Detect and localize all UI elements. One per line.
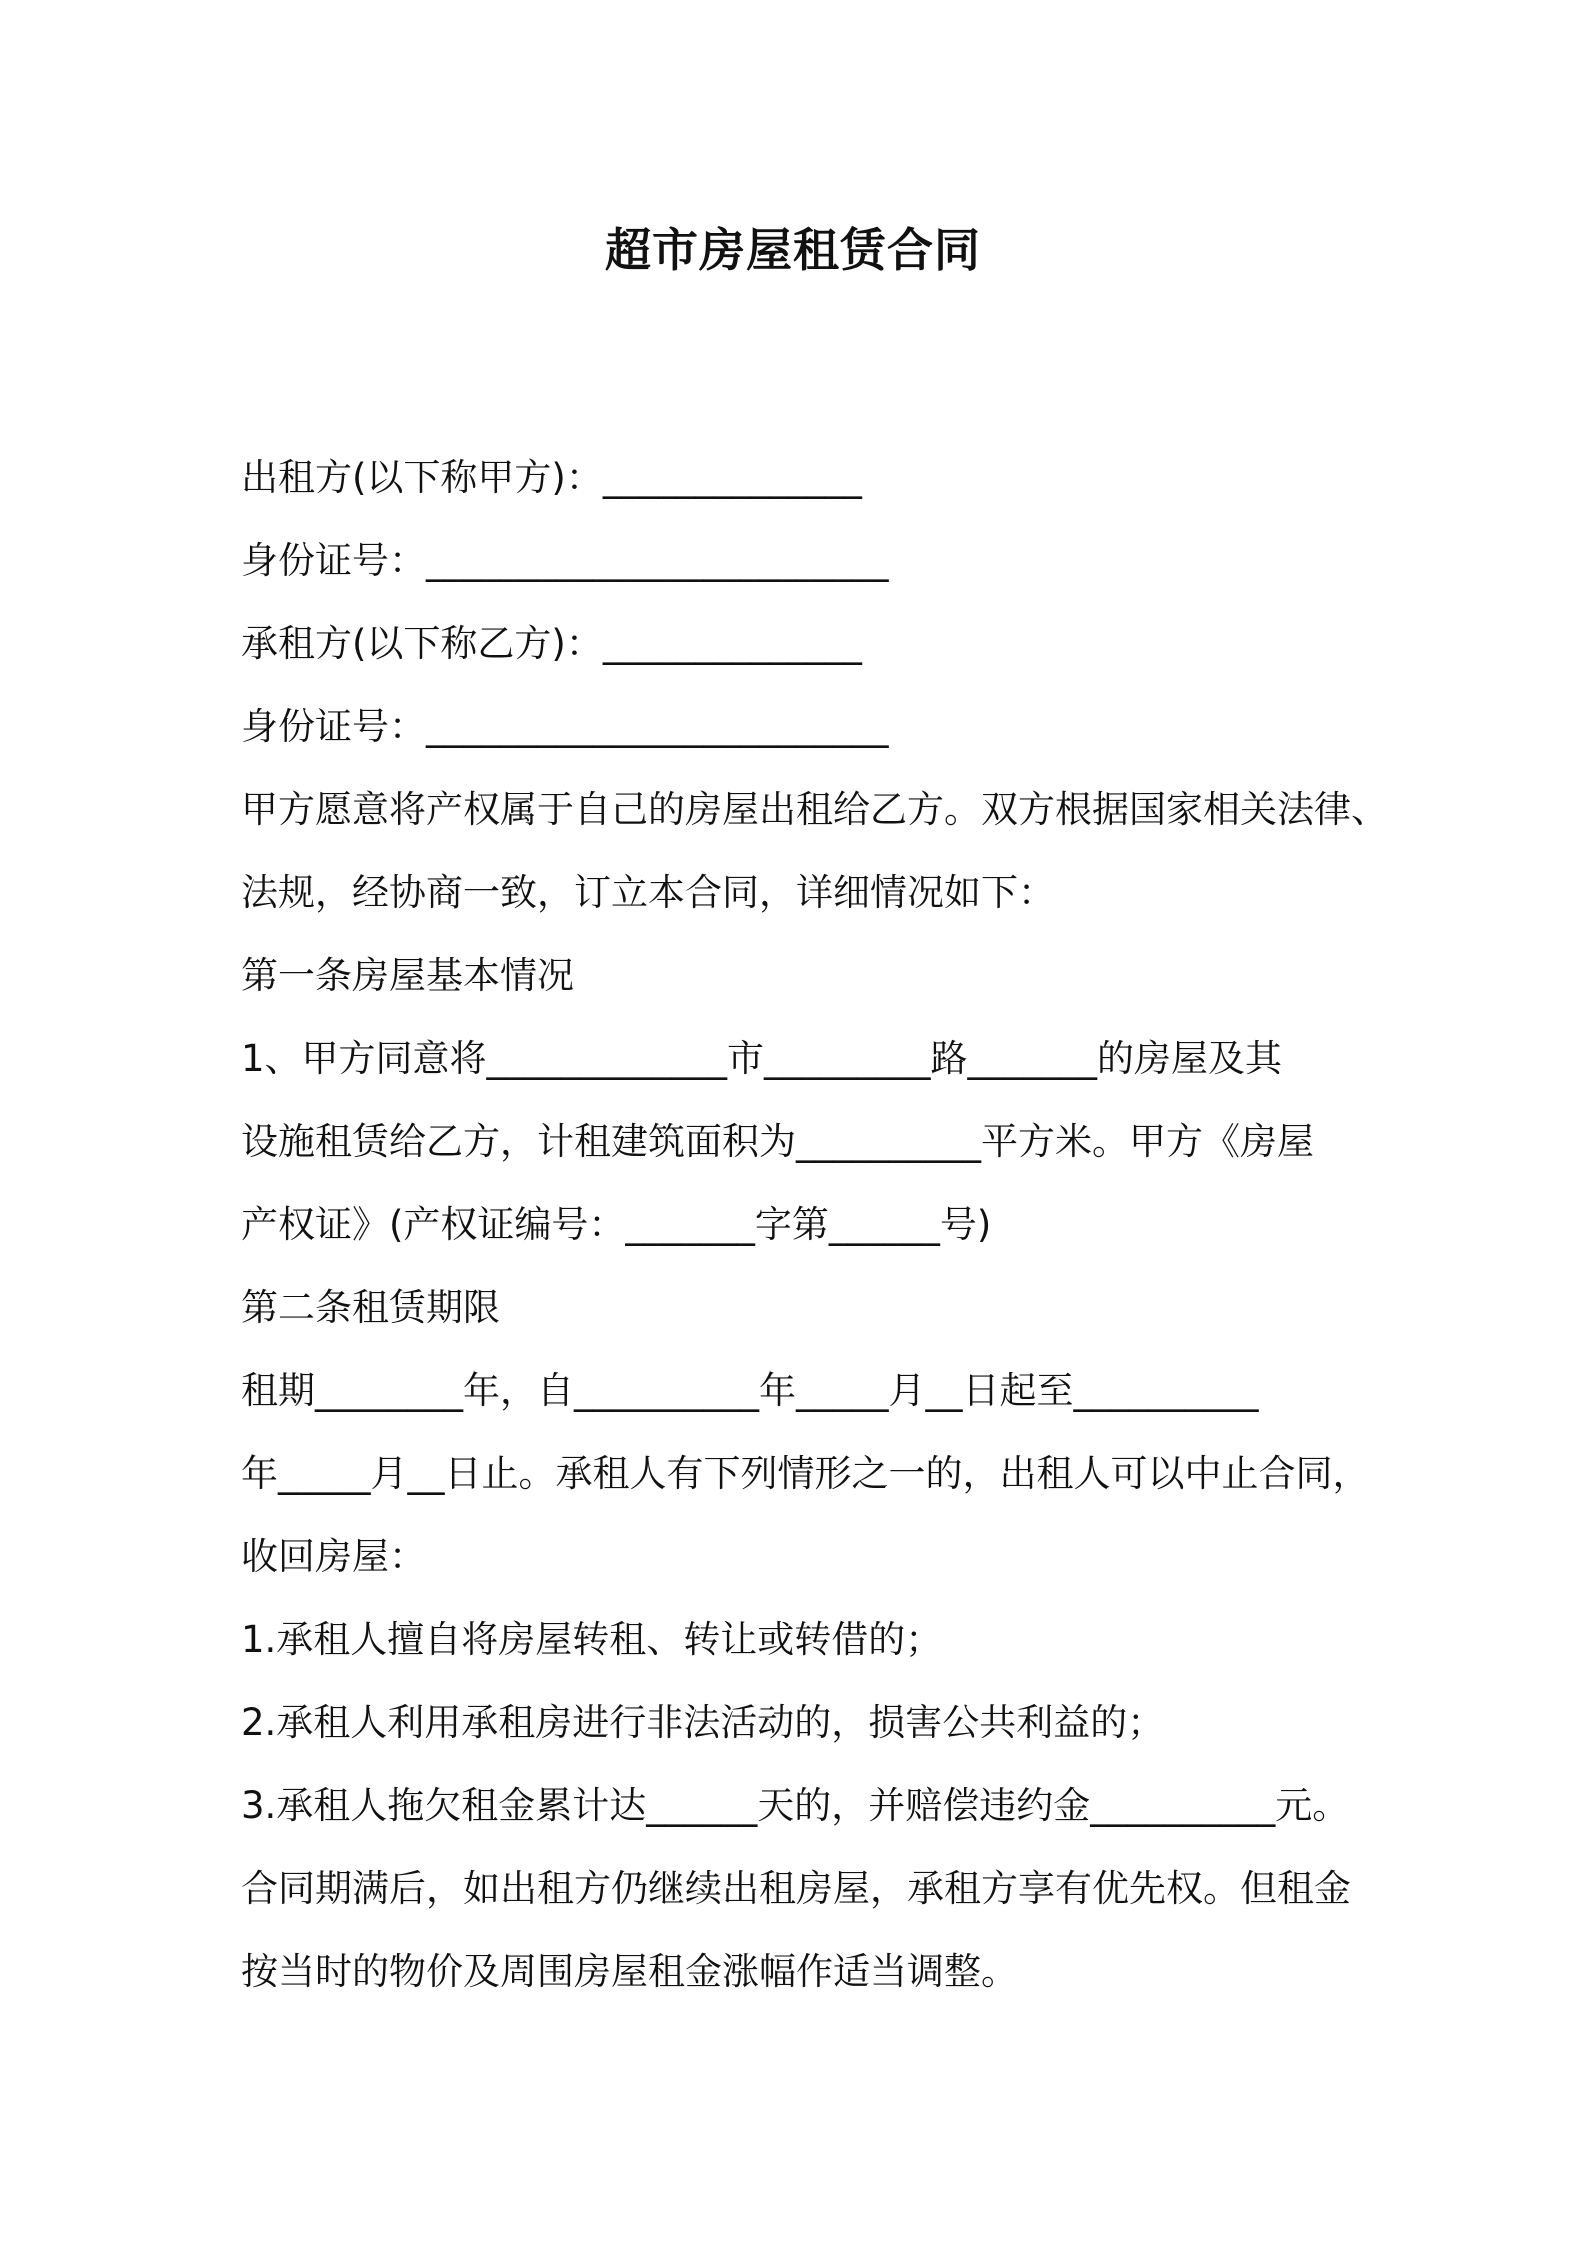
termination-item-1: 1.承租人擅自将房屋转租、转让或转借的；: [241, 1618, 943, 1661]
termination-item-2: 2.承租人利用承租房进行非法活动的，损害公共利益的；: [241, 1701, 1165, 1744]
contract-body: [241, 447, 1401, 2024]
lessor-line: 出租方(以下称甲方)：______________: [241, 456, 862, 499]
preamble-line-1: 甲方愿意将产权属于自己的房屋出租给乙方。双方根据国家相关法律、: [241, 788, 1388, 831]
article-1-line-2: 设施租赁给乙方，计租建筑面积为__________平方米。甲方《房屋: [241, 1120, 1314, 1163]
article-1-heading: 第一条房屋基本情况: [241, 954, 574, 997]
lessee-line: 承租方(以下称乙方)：______________: [241, 622, 862, 665]
lessee-id-line: 身份证号：_________________________: [241, 705, 889, 748]
document-title: 超市房屋租赁合同: [605, 223, 981, 277]
renewal-line-1: 合同期满后，如出租方仍继续出租房屋，承租方享有优先权。但租金: [241, 1867, 1351, 1910]
termination-item-3: 3.承租人拖欠租金累计达______天的，并赔偿违约金__________元。: [241, 1784, 1350, 1827]
term-line-3: 收回房屋：: [241, 1535, 426, 1578]
preamble-line-2: 法规，经协商一致，订立本合同，详细情况如下：: [241, 871, 1055, 914]
term-line-1: 租期________年，自__________年_____月__日起至__________: [241, 1369, 1259, 1412]
article-1-line-3: 产权证》(产权证编号：_______字第______号): [241, 1203, 992, 1246]
article-2-heading: 第二条租赁期限: [241, 1286, 500, 1329]
lessor-id-line: 身份证号：_________________________: [241, 539, 889, 582]
article-1-line-1: 1、甲方同意将_____________市_________路_______的房屋及其: [241, 1037, 1283, 1080]
renewal-line-2: 按当时的物价及周围房屋租金涨幅作适当调整。: [241, 1950, 1018, 1993]
term-line-2: 年_____月__日止。承租人有下列情形之一的，出租人可以中止合同，: [241, 1452, 1370, 1495]
